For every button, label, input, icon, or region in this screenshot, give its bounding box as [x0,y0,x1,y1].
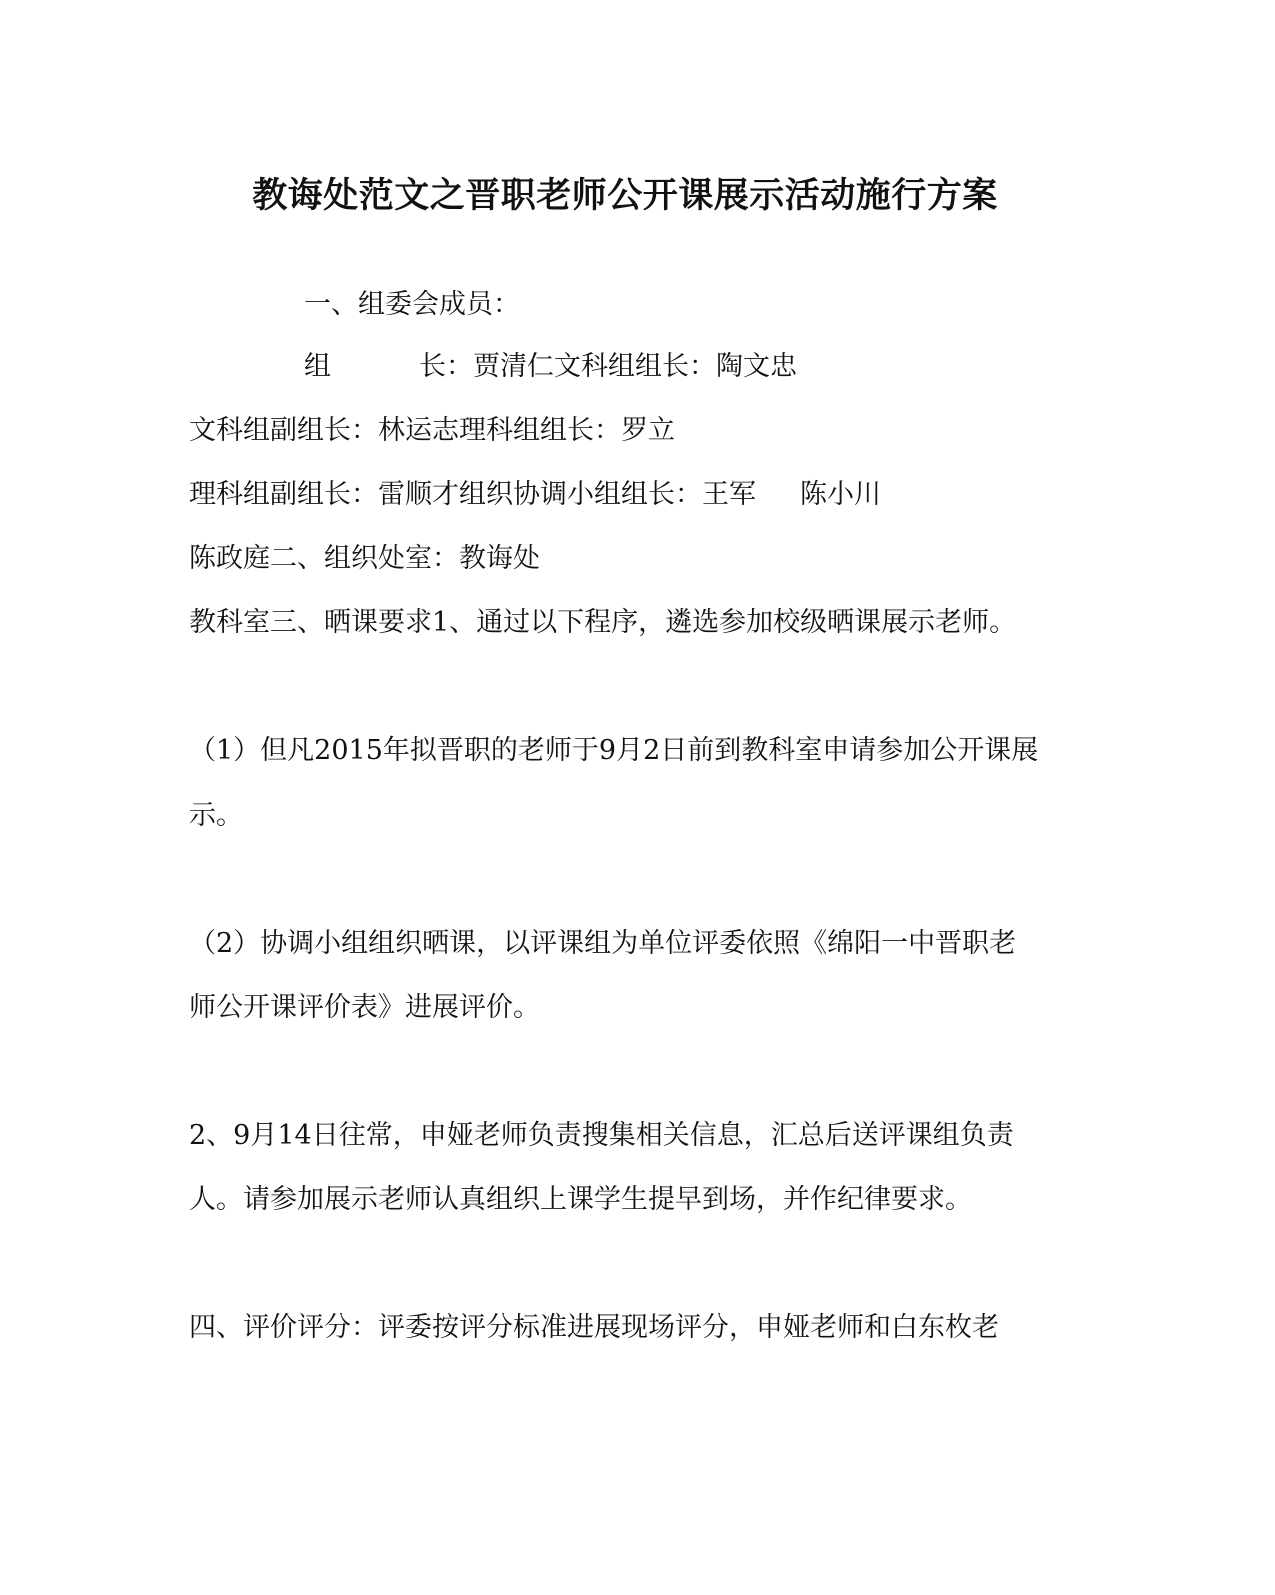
committee-member-line: 文科组副组长：林运志理科组组长：罗立 [189,415,675,446]
section-heading-committee: 一、组委会成员： [304,289,520,320]
paragraph-line: 教科室三、晒课要求1、通过以下程序，遴选参加校级晒课展示老师。 [189,607,1017,638]
member-text: 陈小川 [800,479,881,510]
paragraph-line: （2）协调小组组织晒课，以评课组为单位评委依照《绵阳一中晋职老 [189,928,1017,959]
member-text: 理科组副组长：雷顺才组织协调小组组长：王军 [189,479,756,510]
paragraph-line: 陈政庭二、组织处室：教诲处 [189,543,540,574]
paragraph-line: 四、评价评分：评委按评分标准进展现场评分，申娅老师和白东枚老 [189,1312,999,1343]
leader-label-part2: 长：贾清仁文科组组长：陶文忠 [419,351,797,382]
leader-label-part1: 组 [304,351,331,382]
paragraph-line: 师公开课评价表》进展评价。 [189,992,540,1023]
committee-member-line [189,475,881,515]
paragraph-line: 人。请参加展示老师认真组织上课学生提早到场，并作纪律要求。 [189,1184,972,1215]
paragraph-line: 示。 [189,800,243,831]
paragraph-line: 2、9月14日往常，申娅老师负责搜集相关信息，汇总后送评课组负责 [189,1120,1014,1151]
paragraph-line: （1）但凡2015年拟晋职的老师于9月2日前到教科室申请参加公开课展 [189,735,1039,766]
committee-leader-line [304,347,797,387]
document-title: 教诲处范文之晋职老师公开课展示活动施行方案 [252,175,998,216]
